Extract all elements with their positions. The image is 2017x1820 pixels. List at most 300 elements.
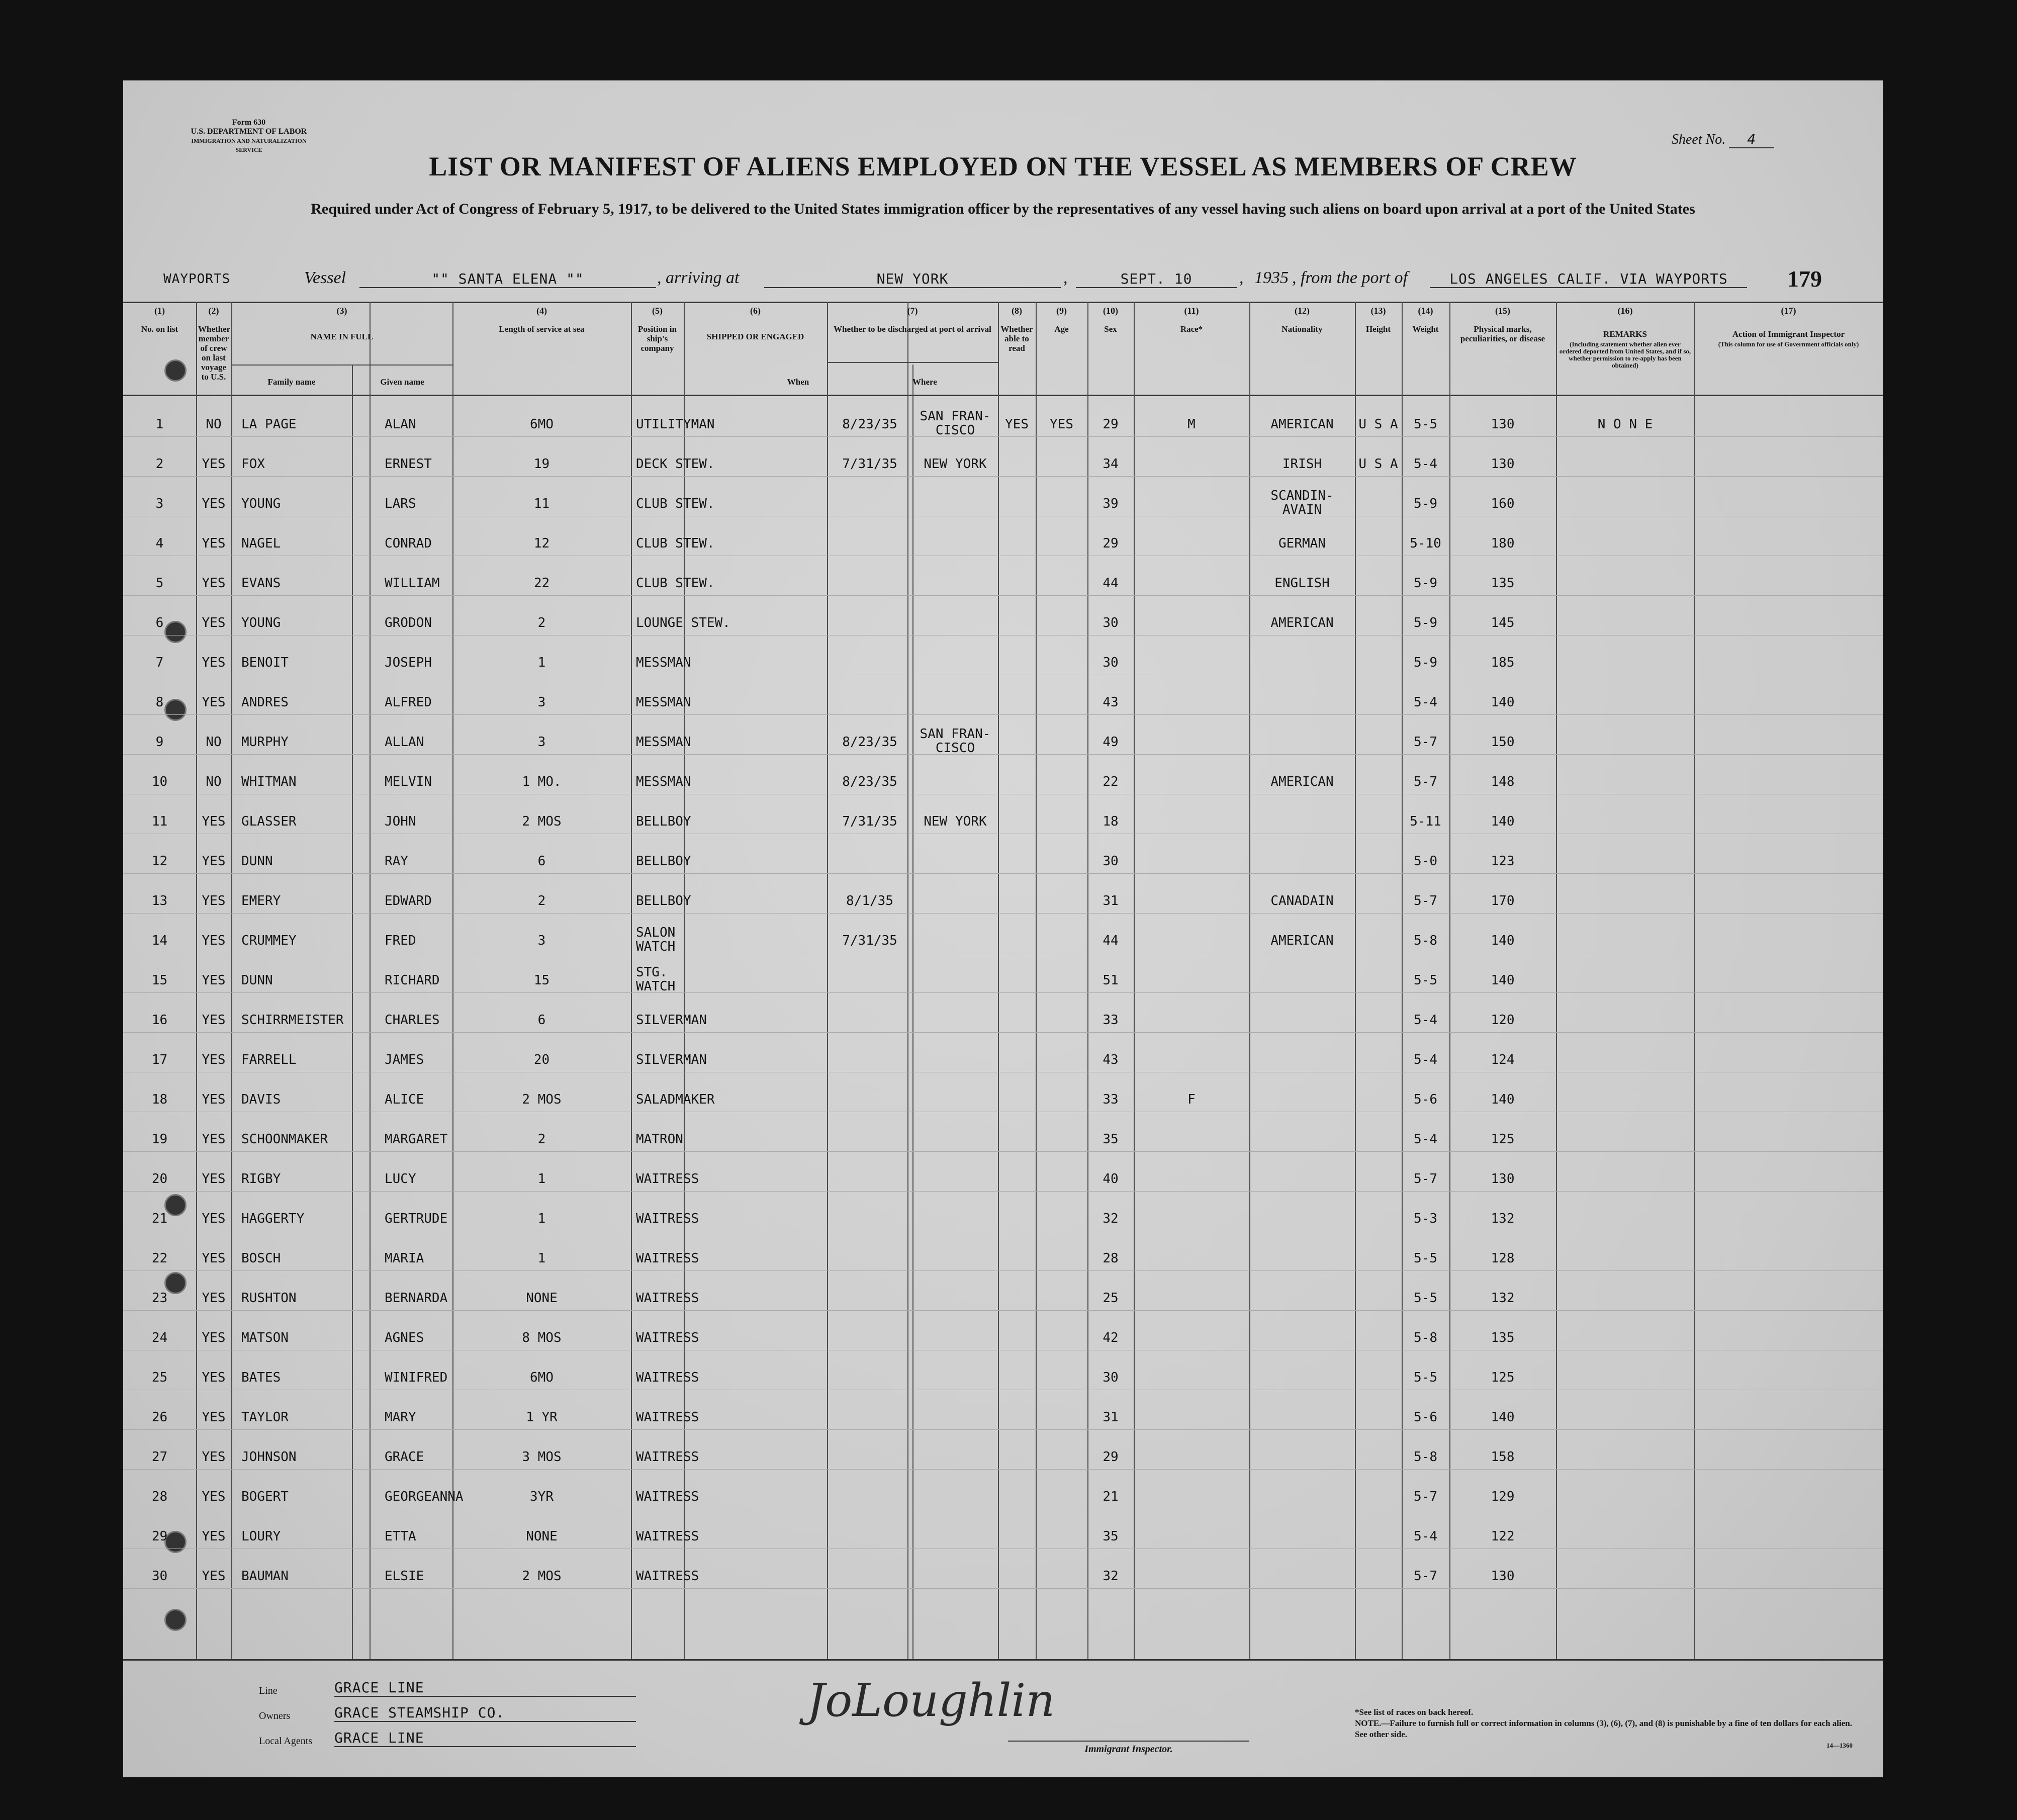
row-family: DAVIS xyxy=(241,1092,281,1107)
row-given: ETTA xyxy=(385,1529,416,1544)
row-no: 6 xyxy=(155,615,164,630)
row-weight: 140 xyxy=(1491,1410,1515,1425)
inspector-signature: JoLoughlin xyxy=(807,1674,1055,1727)
row-age: 33 xyxy=(1103,1013,1119,1028)
column-number-7: (7) xyxy=(907,306,918,316)
column-number-14: (14) xyxy=(1418,306,1433,316)
row-family: MATSON xyxy=(241,1330,289,1345)
row-weight: 158 xyxy=(1491,1449,1515,1465)
row-race: AMERICAN xyxy=(1270,933,1334,948)
crew-table xyxy=(123,302,1883,1669)
column-header-9: Age xyxy=(1054,324,1069,334)
row-height: 5-4 xyxy=(1414,1132,1437,1147)
column-header-14: Weight xyxy=(1412,324,1439,334)
row-age: 30 xyxy=(1103,854,1119,869)
row-no: 13 xyxy=(151,893,168,908)
row-weight: 125 xyxy=(1491,1370,1515,1385)
row-no: 9 xyxy=(155,735,164,750)
row-family: SCHIRRMEISTER xyxy=(241,1013,344,1028)
row-prev: YES xyxy=(202,655,226,670)
row-height: 5-4 xyxy=(1414,1529,1437,1544)
row-prev: YES xyxy=(202,1013,226,1028)
sheet-label: Sheet No. xyxy=(1672,132,1726,147)
row-age: 30 xyxy=(1103,1370,1119,1385)
row-given: AGNES xyxy=(385,1330,424,1345)
row-no: 26 xyxy=(151,1410,168,1425)
column-divider xyxy=(1036,302,1037,1659)
row-weight: 140 xyxy=(1491,814,1515,829)
row-weight: 132 xyxy=(1491,1211,1515,1226)
row-position: BELLBOY xyxy=(636,854,691,869)
column-sub-header: Where xyxy=(912,377,937,387)
row-age: 29 xyxy=(1103,417,1119,432)
row-service: 6MO xyxy=(530,1370,554,1385)
row-prev: YES xyxy=(202,1410,226,1425)
row-given: RICHARD xyxy=(385,973,440,988)
row-rule xyxy=(123,913,1883,914)
row-service: NONE xyxy=(526,1529,558,1544)
row-age: 30 xyxy=(1103,655,1119,670)
row-no: 12 xyxy=(151,854,168,869)
row-weight: 150 xyxy=(1491,735,1515,750)
row-prev: YES xyxy=(202,1529,226,1544)
row-height: 5-7 xyxy=(1414,893,1437,908)
column-number-3: (3) xyxy=(336,306,347,316)
column-header-17: Action of Immigrant Inspector xyxy=(1732,329,1845,339)
row-when: 8/23/35 xyxy=(842,774,897,789)
row-rule xyxy=(123,1469,1883,1470)
row-height: 5-7 xyxy=(1414,1171,1437,1187)
row-height: 5-6 xyxy=(1414,1092,1437,1107)
column-header-16: REMARKS xyxy=(1603,329,1647,339)
row-given: ELSIE xyxy=(385,1569,424,1584)
row-family: SCHOONMAKER xyxy=(241,1132,328,1147)
row-age: 18 xyxy=(1103,814,1119,829)
row-no: 20 xyxy=(151,1171,168,1187)
column-number-16: (16) xyxy=(1617,306,1633,316)
row-where: SAN FRAN- CISCO xyxy=(920,409,991,438)
row-given: MARY xyxy=(385,1410,416,1425)
row-when: 8/1/35 xyxy=(846,893,893,908)
row-age: 31 xyxy=(1103,893,1119,908)
row-age: 29 xyxy=(1103,536,1119,551)
row-when: 8/23/35 xyxy=(842,735,897,750)
row-given: MARIA xyxy=(385,1251,424,1266)
row-given: GERTRUDE xyxy=(385,1211,448,1226)
row-read: YES xyxy=(1050,417,1073,432)
row-when: 8/23/35 xyxy=(842,417,897,432)
column-number-5: (5) xyxy=(652,306,663,316)
row-where: NEW YORK xyxy=(924,457,987,472)
from-port: LOS ANGELES CALIF. VIA WAYPORTS xyxy=(1430,270,1747,288)
row-family: BENOIT xyxy=(241,655,289,670)
row-no: 28 xyxy=(151,1489,168,1504)
row-service: 6 xyxy=(537,1013,546,1028)
row-weight: 185 xyxy=(1491,655,1515,670)
row-height: 5-5 xyxy=(1414,1370,1437,1385)
row-family: FARRELL xyxy=(241,1052,297,1067)
column-note-17: (This column for use of Government officials only) xyxy=(1718,340,1859,348)
comma: , xyxy=(1239,268,1244,287)
row-age: 42 xyxy=(1103,1330,1119,1345)
line-value: GRACE LINE xyxy=(334,1679,636,1697)
row-age: 21 xyxy=(1103,1489,1119,1504)
row-given: LARS xyxy=(385,496,416,511)
row-weight: 148 xyxy=(1491,774,1515,789)
row-no: 25 xyxy=(151,1370,168,1385)
column-divider xyxy=(231,302,232,1659)
column-header-2: Whether member of crew on last voyage to U.S. xyxy=(198,324,231,382)
row-service: 2 MOS xyxy=(522,1092,562,1107)
row-no: 21 xyxy=(151,1211,168,1226)
row-prev: YES xyxy=(202,1370,226,1385)
row-given: ALLAN xyxy=(385,735,424,750)
row-prev: YES xyxy=(202,496,226,511)
row-position: WAITRESS xyxy=(636,1489,699,1504)
column-header-8: Whether able to read xyxy=(1000,324,1033,353)
row-when: 7/31/35 xyxy=(842,457,897,472)
row-height: 5-6 xyxy=(1414,1410,1437,1425)
row-rule xyxy=(123,1191,1883,1192)
row-family: NAGEL xyxy=(241,536,281,551)
inspector-label: Immigrant Inspector. xyxy=(1084,1744,1173,1755)
row-weight: 130 xyxy=(1491,417,1515,432)
row-weight: 180 xyxy=(1491,536,1515,551)
row-service: NONE xyxy=(526,1291,558,1306)
row-service: 2 xyxy=(537,893,546,908)
column-divider xyxy=(998,302,999,1659)
row-service: 1 xyxy=(537,1211,546,1226)
footer-owners-row xyxy=(259,1704,711,1730)
row-age: 51 xyxy=(1103,973,1119,988)
row-prev: YES xyxy=(202,1330,226,1345)
row-height: 5-8 xyxy=(1414,1330,1437,1345)
row-prev: NO xyxy=(206,774,222,789)
row-prev: YES xyxy=(202,933,226,948)
arrival-date: SEPT. 10 xyxy=(1076,270,1237,288)
row-family: CRUMMEY xyxy=(241,933,297,948)
row-height: 5-10 xyxy=(1410,536,1441,551)
row-prev: YES xyxy=(202,1211,226,1226)
column-header-15: Physical marks, peculiarities, or disease xyxy=(1460,324,1545,343)
row-given: JOHN xyxy=(385,814,416,829)
row-prev: YES xyxy=(202,457,226,472)
row-service: 1 xyxy=(537,1251,546,1266)
column-divider xyxy=(912,365,913,1659)
row-service: 3 xyxy=(537,695,546,710)
department: U.S. DEPARTMENT OF LABOR xyxy=(191,127,307,136)
row-service: 3 xyxy=(537,933,546,948)
row-service: 22 xyxy=(533,576,550,591)
row-service: 15 xyxy=(533,973,550,988)
row-family: HAGGERTY xyxy=(241,1211,305,1226)
column-header-4: Length of service at sea xyxy=(499,324,585,334)
row-position: WAITRESS xyxy=(636,1291,699,1306)
arrival-year: 1935 xyxy=(1254,268,1289,287)
column-number-9: (9) xyxy=(1056,306,1067,316)
row-prev: YES xyxy=(202,695,226,710)
row-weight: 145 xyxy=(1491,615,1515,630)
row-family: TAYLOR xyxy=(241,1410,289,1425)
row-family: DUNN xyxy=(241,973,273,988)
row-given: ALAN xyxy=(385,417,416,432)
row-service: 19 xyxy=(533,457,550,472)
row-weight: 123 xyxy=(1491,854,1515,869)
row-service: 6 xyxy=(537,854,546,869)
row-age: 34 xyxy=(1103,457,1119,472)
row-position: WAITRESS xyxy=(636,1330,699,1345)
row-family: WHITMAN xyxy=(241,774,297,789)
row-race: AMERICAN xyxy=(1270,774,1334,789)
row-rule xyxy=(123,476,1883,477)
footer-line-row xyxy=(259,1679,711,1704)
row-weight: 130 xyxy=(1491,1171,1515,1187)
row-rule xyxy=(123,1032,1883,1033)
row-prev: YES xyxy=(202,893,226,908)
row-family: BOSCH xyxy=(241,1251,281,1266)
row-height: 5-5 xyxy=(1414,1291,1437,1306)
column-number-4: (4) xyxy=(536,306,547,316)
footer-notes xyxy=(1355,1707,1853,1751)
row-prev: NO xyxy=(206,417,222,432)
column-divider xyxy=(1694,302,1695,1659)
comma: , xyxy=(1063,268,1068,287)
line-label: Line xyxy=(259,1685,278,1696)
voyage-line xyxy=(123,265,1883,296)
row-family: ANDRES xyxy=(241,695,289,710)
row-family: YOUNG xyxy=(241,496,281,511)
row-position: MESSMAN xyxy=(636,774,691,789)
column-divider xyxy=(1355,302,1356,1659)
row-rule xyxy=(123,714,1883,715)
row-height: 5-8 xyxy=(1414,1449,1437,1465)
row-given: LUCY xyxy=(385,1171,416,1187)
column-header-13: Height xyxy=(1365,324,1391,334)
row-given: WILLIAM xyxy=(385,576,440,591)
column-divider xyxy=(827,302,828,1659)
row-given: GRACE xyxy=(385,1449,424,1465)
row-weight: 160 xyxy=(1491,496,1515,511)
row-weight: 129 xyxy=(1491,1489,1515,1504)
row-no: 18 xyxy=(151,1092,168,1107)
row-age: 28 xyxy=(1103,1251,1119,1266)
row-sex: F xyxy=(1187,1092,1196,1107)
row-rule xyxy=(123,873,1883,874)
row-age: 32 xyxy=(1103,1569,1119,1584)
agents-label: Local Agents xyxy=(259,1736,313,1747)
row-race: AMERICAN xyxy=(1270,417,1334,432)
column-note-16: (Including statement whether alien ever ordered deported from United States, and if so, whether permission to re-apply has been obtained) xyxy=(1559,340,1691,369)
row-service: 2 xyxy=(537,615,546,630)
column-divider xyxy=(352,365,353,1659)
row-position: WAITRESS xyxy=(636,1410,699,1425)
row-service: 2 MOS xyxy=(522,1569,562,1584)
column-header-3: NAME IN FULL xyxy=(310,332,374,341)
agents-value: GRACE LINE xyxy=(334,1730,636,1747)
vessel-label: Vessel xyxy=(304,268,346,287)
column-number-1: (1) xyxy=(154,306,165,316)
form-number: Form 630 xyxy=(232,118,266,127)
row-nationality: U S A xyxy=(1358,457,1398,472)
row-prev: YES xyxy=(202,1449,226,1465)
row-service: 3 MOS xyxy=(522,1449,562,1465)
row-position: WAITRESS xyxy=(636,1251,699,1266)
row-weight: 140 xyxy=(1491,933,1515,948)
row-prev: YES xyxy=(202,576,226,591)
table-top-border xyxy=(123,302,1883,303)
shipped-subheader-rule xyxy=(827,362,998,363)
column-divider xyxy=(1556,302,1557,1659)
row-given: BERNARDA xyxy=(385,1291,448,1306)
row-height: 5-9 xyxy=(1414,615,1437,630)
row-no: 22 xyxy=(151,1251,168,1266)
row-height: 5-0 xyxy=(1414,854,1437,869)
row-service: 1 xyxy=(537,1171,546,1187)
row-height: 5-4 xyxy=(1414,695,1437,710)
owners-label: Owners xyxy=(259,1710,291,1721)
margin-note: WAYPORTS xyxy=(163,271,231,287)
row-age: 29 xyxy=(1103,1449,1119,1465)
row-given: JAMES xyxy=(385,1052,424,1067)
row-height: 5-5 xyxy=(1414,973,1437,988)
column-number-8: (8) xyxy=(1012,306,1022,316)
row-when: 7/31/35 xyxy=(842,814,897,829)
row-given: FRED xyxy=(385,933,416,948)
column-divider xyxy=(370,302,371,1659)
row-height: 5-5 xyxy=(1414,417,1437,432)
row-given: WINIFRED xyxy=(385,1370,448,1385)
row-position: SALON WATCH xyxy=(636,925,676,954)
row-age: 39 xyxy=(1103,496,1119,511)
row-position: BELLBOY xyxy=(636,814,691,829)
row-position: DECK STEW. xyxy=(636,457,715,472)
row-weight: 128 xyxy=(1491,1251,1515,1266)
page-subtitle: Required under Act of Congress of February 5, 1917, to be delivered to the United States immigration officer by the representatives of any vessel having such aliens on board upon arrival at a port of the United States xyxy=(311,201,1695,217)
arriving-label: , arriving at xyxy=(657,268,740,287)
row-height: 5-7 xyxy=(1414,1489,1437,1504)
row-given: EDWARD xyxy=(385,893,432,908)
row-given: GRODON xyxy=(385,615,432,630)
row-rule xyxy=(123,1151,1883,1152)
row-position: MESSMAN xyxy=(636,735,691,750)
row-weight: 140 xyxy=(1491,1092,1515,1107)
service: IMMIGRATION AND NATURALIZATION SERVICE xyxy=(191,137,307,153)
row-age: 40 xyxy=(1103,1171,1119,1187)
column-number-2: (2) xyxy=(208,306,219,316)
row-no: 29 xyxy=(151,1529,168,1544)
row-given: GEORGEANNA xyxy=(385,1489,464,1504)
row-weight: 132 xyxy=(1491,1291,1515,1306)
row-given: ERNEST xyxy=(385,457,432,472)
row-height: 5-7 xyxy=(1414,1569,1437,1584)
row-age: 44 xyxy=(1103,576,1119,591)
row-prev: NO xyxy=(206,735,222,750)
row-discharged: YES xyxy=(1005,417,1029,432)
row-family: BATES xyxy=(241,1370,281,1385)
row-rule xyxy=(123,1429,1883,1430)
row-race: GERMAN xyxy=(1278,536,1326,551)
column-sub-header: Given name xyxy=(380,377,424,387)
column-number-12: (12) xyxy=(1295,306,1310,316)
row-service: 20 xyxy=(533,1052,550,1067)
owners-value: GRACE STEAMSHIP CO. xyxy=(334,1704,636,1722)
column-header-12: Nationality xyxy=(1281,324,1323,334)
row-family: RUSHTON xyxy=(241,1291,297,1306)
row-family: RIGBY xyxy=(241,1171,281,1187)
column-number-13: (13) xyxy=(1370,306,1386,316)
form-info xyxy=(189,118,309,154)
row-no: 23 xyxy=(151,1291,168,1306)
column-number-6: (6) xyxy=(750,306,761,316)
row-race: IRISH xyxy=(1282,457,1322,472)
row-age: 43 xyxy=(1103,695,1119,710)
print-code: 14—1360 xyxy=(1826,1742,1853,1749)
row-position: WAITRESS xyxy=(636,1449,699,1465)
column-number-11: (11) xyxy=(1184,306,1199,316)
row-rule xyxy=(123,992,1883,993)
row-given: ALICE xyxy=(385,1092,424,1107)
row-race: ENGLISH xyxy=(1274,576,1330,591)
row-height: 5-4 xyxy=(1414,457,1437,472)
column-header-6: SHIPPED OR ENGAGED xyxy=(706,332,804,341)
row-position: SALADMAKER xyxy=(636,1092,715,1107)
row-weight: 140 xyxy=(1491,695,1515,710)
row-weight: 170 xyxy=(1491,893,1515,908)
column-header-5: Position in ship's company xyxy=(638,324,677,353)
row-prev: YES xyxy=(202,1052,226,1067)
column-divider xyxy=(631,302,632,1659)
row-rule xyxy=(123,595,1883,596)
stamp-number: 179 xyxy=(1787,266,1822,292)
row-race: AMERICAN xyxy=(1270,615,1334,630)
header-bottom-border xyxy=(123,395,1883,396)
row-service: 6MO xyxy=(530,417,554,432)
row-no: 10 xyxy=(151,774,168,789)
row-service: 8 MOS xyxy=(522,1330,562,1345)
row-family: EMERY xyxy=(241,893,281,908)
row-family: FOX xyxy=(241,457,265,472)
row-no: 15 xyxy=(151,973,168,988)
column-header-7: Whether to be discharged at port of arrival xyxy=(834,324,991,334)
row-age: 25 xyxy=(1103,1291,1119,1306)
row-height: 5-3 xyxy=(1414,1211,1437,1226)
row-position: SILVERMAN xyxy=(636,1052,707,1067)
manifest-page xyxy=(123,80,1883,1777)
column-sub-header: Family name xyxy=(267,377,316,387)
row-race: CANADAIN xyxy=(1270,893,1334,908)
from-label: , from the port of xyxy=(1292,268,1408,287)
row-prev: YES xyxy=(202,615,226,630)
row-age: 44 xyxy=(1103,933,1119,948)
row-no: 4 xyxy=(155,536,164,551)
row-family: JOHNSON xyxy=(241,1449,297,1465)
row-height: 5-11 xyxy=(1410,814,1441,829)
row-no: 3 xyxy=(155,496,164,511)
row-family: YOUNG xyxy=(241,615,281,630)
row-no: 7 xyxy=(155,655,164,670)
row-weight: 130 xyxy=(1491,457,1515,472)
row-height: 5-9 xyxy=(1414,496,1437,511)
row-no: 16 xyxy=(151,1013,168,1028)
row-position: WAITRESS xyxy=(636,1569,699,1584)
row-where: SAN FRAN- CISCO xyxy=(920,726,991,756)
row-given: MELVIN xyxy=(385,774,432,789)
row-position: UTILITYMAN xyxy=(636,417,715,432)
row-service: 1 MO. xyxy=(522,774,562,789)
signature-line xyxy=(1008,1741,1249,1742)
row-prev: YES xyxy=(202,1291,226,1306)
row-prev: YES xyxy=(202,1569,226,1584)
